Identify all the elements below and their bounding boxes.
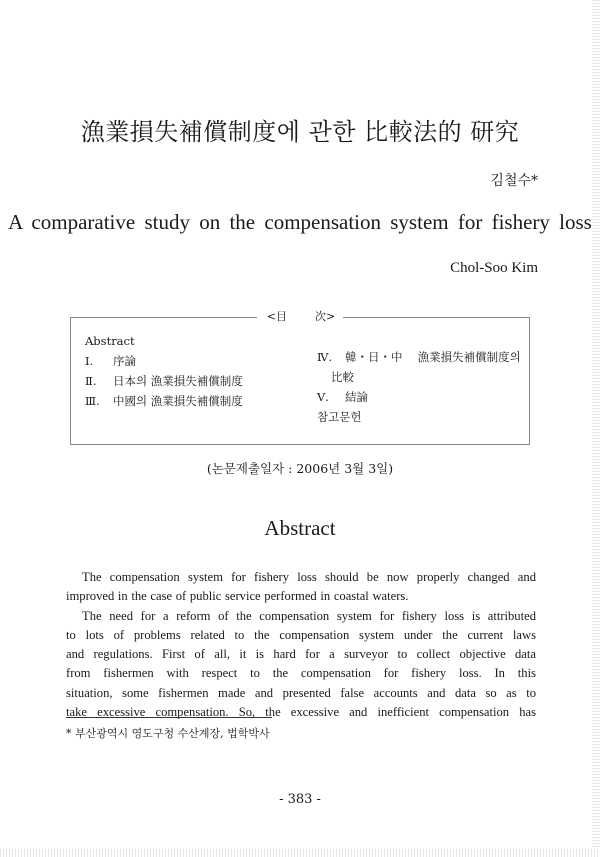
table-of-contents <box>70 310 530 445</box>
toc-item-continuation <box>317 367 521 387</box>
abstract-line: from fishermen with respect to the compensation for fishery loss. In this <box>66 666 536 681</box>
paper-title-english: A comparative study on the compensation system for fishery loss <box>8 210 592 234</box>
toc-item-number: Ⅰ. <box>85 354 94 368</box>
toc-item-number: Ⅱ. <box>85 374 97 388</box>
toc-item <box>85 371 243 391</box>
abstract-body <box>66 568 536 722</box>
toc-item-text: 참고문헌 <box>317 410 362 424</box>
toc-item-text: Abstract <box>85 334 135 348</box>
abstract-line: The need for a reform of the compensation system for fishery loss is attributed <box>82 608 536 623</box>
abstract-line: take excessive compensation. So, the excessive and inefficient compensation has <box>66 705 536 720</box>
toc-item <box>85 351 243 371</box>
abstract-line: improved in the case of public service performed in coastal waters. <box>66 589 409 604</box>
abstract-heading: Abstract <box>264 516 336 540</box>
toc-border-top-left <box>71 317 257 318</box>
page-edge-bottom <box>0 849 600 857</box>
toc-item-number: Ⅴ. <box>317 390 329 404</box>
abstract-line: situation, some fishermen made and presented false accounts and data so as to <box>66 685 536 700</box>
abstract-line: and regulations. First of all, it is hard for a surveyor to collect objective data <box>66 647 536 662</box>
toc-right-column <box>317 347 521 427</box>
toc-item <box>317 387 521 407</box>
toc-item-text: 結論 <box>345 390 368 404</box>
author-korean: 김철수* <box>490 173 538 189</box>
footnote-rule <box>66 717 272 718</box>
abstract-line: The compensation system for fishery loss should be now properly changed and <box>82 570 536 584</box>
toc-item-number: Ⅲ. <box>85 394 100 408</box>
toc-item-number: Ⅳ. <box>317 350 333 364</box>
abstract-line: to lots of problems related to the compensation system under the current laws <box>66 627 536 642</box>
toc-item <box>85 331 243 351</box>
submission-date: (논문제출일자 : 2006년 3월 3일) <box>206 461 394 476</box>
toc-item <box>317 407 521 427</box>
toc-item-text: 韓・日・中 漁業損失補償制度의 <box>345 350 521 364</box>
toc-item <box>317 347 521 367</box>
toc-border-top-right <box>343 317 529 318</box>
toc-heading-left: <目 <box>266 310 287 323</box>
toc-item-text: 序論 <box>113 354 136 368</box>
toc-item-text: 比較 <box>331 370 354 384</box>
footnote: * 부산광역시 영도구청 수산계장, 법학박사 <box>66 727 270 740</box>
page-number: - 383 - <box>279 792 321 807</box>
toc-item-text: 日本의 漁業損失補償制度 <box>113 374 243 388</box>
toc-heading <box>257 309 345 325</box>
toc-item-text: 中國의 漁業損失補償制度 <box>113 394 243 408</box>
toc-item <box>85 391 243 411</box>
toc-heading-right: 次> <box>315 310 336 323</box>
toc-left-column <box>85 331 243 411</box>
author-english: Chol-Soo Kim <box>450 260 538 276</box>
paper-title: 漁業損失補償制度에 관한 比較法的 研究 <box>80 118 520 146</box>
